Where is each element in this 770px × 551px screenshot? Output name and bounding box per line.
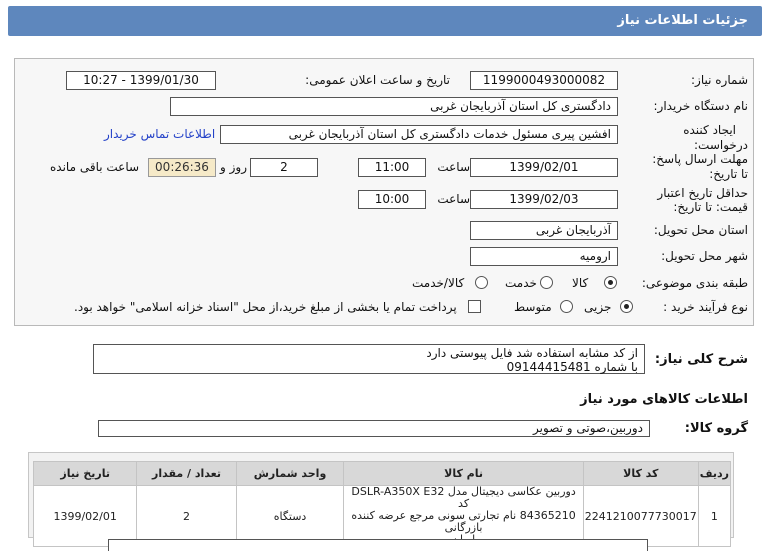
process-minor-radio[interactable] [620, 300, 633, 313]
cell-name-line2: 84365210 نام تجارتی سونی مرجع عرضه کننده بازرگانی [351, 509, 576, 534]
table-row [34, 486, 731, 547]
buyer-org-label: نام دستگاه خریدار: [653, 99, 748, 113]
requester-label-line2: درخواست: [694, 138, 748, 152]
buyer-contact-link[interactable]: اطلاعات تماس خریدار [104, 127, 216, 141]
reply-deadline-time-field: 11:00 [358, 158, 426, 177]
col-header-quantity: تعداد / مقدار [137, 462, 236, 486]
price-validity-date-field: 1399/02/03 [470, 190, 618, 209]
cell-index: 1 [698, 486, 730, 547]
category-service-label: خدمت [505, 276, 537, 290]
remaining-time-field: 00:26:36 [148, 158, 216, 177]
need-number-field: 1199000493000082 [470, 71, 618, 90]
description-box [93, 344, 645, 374]
col-header-index: ردیف [698, 462, 730, 486]
goods-table-wrapper [28, 452, 734, 538]
reply-deadline-label-line1: مهلت ارسال پاسخ: [652, 152, 748, 166]
reply-deadline-date-field: 1399/02/01 [470, 158, 618, 177]
cell-name-line1: دوربین عکاسی دیجیتال مدل DSLR-A350X E32 کد [351, 485, 576, 510]
category-goods-radio[interactable] [604, 276, 617, 289]
buyer-org-field: دادگستری کل استان آذربایجان غربی [170, 97, 618, 116]
price-validity-label-line2: قیمت: تا تاریخ: [673, 200, 748, 214]
treasury-payment-checkbox[interactable] [468, 300, 481, 313]
cell-unit: دستگاه [236, 486, 344, 547]
delivery-city-field: ارومیه [470, 247, 618, 266]
cell-name [344, 486, 583, 547]
table-header-row [34, 462, 731, 486]
need-number-label: شماره نیاز: [691, 73, 748, 87]
category-label: طبقه بندی موضوعی: [641, 276, 748, 290]
description-line1: از کد مشابه استفاده شد فایل پیوستی دارد [426, 346, 638, 360]
page-title: جزئیات اطلاعات نیاز [617, 13, 748, 28]
goods-group-field: دوربین،صوتی و تصویر [98, 420, 650, 437]
description-line2: با شماره 09144415481 [506, 360, 638, 374]
col-header-unit: واحد شمارش [236, 462, 344, 486]
next-section-box [108, 539, 648, 551]
category-goods-service-radio[interactable] [475, 276, 488, 289]
requester-field: افشین پیری مسئول خدمات دادگستری کل استان آذربایجان غربی [220, 125, 618, 144]
category-service-radio[interactable] [540, 276, 553, 289]
page-header [8, 6, 762, 36]
cell-code: 2241210077730017 [583, 486, 698, 547]
delivery-province-field: آذربایجان غربی [470, 221, 618, 240]
days-label: روز و [220, 160, 247, 174]
announce-datetime-label: تاریخ و ساعت اعلان عمومی: [305, 73, 450, 87]
delivery-city-label: شهر محل تحویل: [661, 249, 748, 263]
remaining-time-label: ساعت باقی مانده [50, 160, 140, 174]
announce-datetime-field: 1399/01/30 - 10:27 [66, 71, 216, 90]
goods-table [33, 461, 731, 547]
cell-need-date: 1399/02/01 [34, 486, 137, 547]
goods-group-label: گروه کالا: [684, 421, 748, 436]
description-label: شرح کلی نیاز: [654, 352, 748, 367]
category-goods-label: کالا [572, 276, 589, 290]
requester-label-line1: ایجاد کننده [683, 123, 736, 137]
col-header-need-date: تاریخ نیاز [34, 462, 137, 486]
category-goods-service-label: کالا/خدمت [412, 276, 465, 290]
price-validity-label-line1: حداقل تاریخ اعتبار [657, 186, 748, 200]
reply-deadline-label-line2: تا تاریخ: [709, 167, 748, 181]
remaining-days-field: 2 [250, 158, 318, 177]
reply-deadline-time-label: ساعت [437, 160, 470, 174]
cell-quantity: 2 [137, 486, 236, 547]
col-header-code: کد کالا [583, 462, 698, 486]
delivery-province-label: استان محل تحویل: [653, 223, 748, 237]
price-validity-time-field: 10:00 [358, 190, 426, 209]
process-medium-radio[interactable] [560, 300, 573, 313]
treasury-payment-note: پرداخت تمام یا بخشی از مبلغ خرید،از محل "اسناد خزانه اسلامی" خواهد بود. [74, 300, 457, 314]
process-minor-label: جزیی [584, 300, 612, 314]
goods-section-title: اطلاعات کالاهای مورد نیاز [580, 392, 748, 407]
process-medium-label: متوسط [514, 300, 552, 314]
purchase-process-label: نوع فرآیند خرید : [663, 300, 748, 314]
col-header-name: نام کالا [344, 462, 583, 486]
price-validity-time-label: ساعت [437, 192, 470, 206]
